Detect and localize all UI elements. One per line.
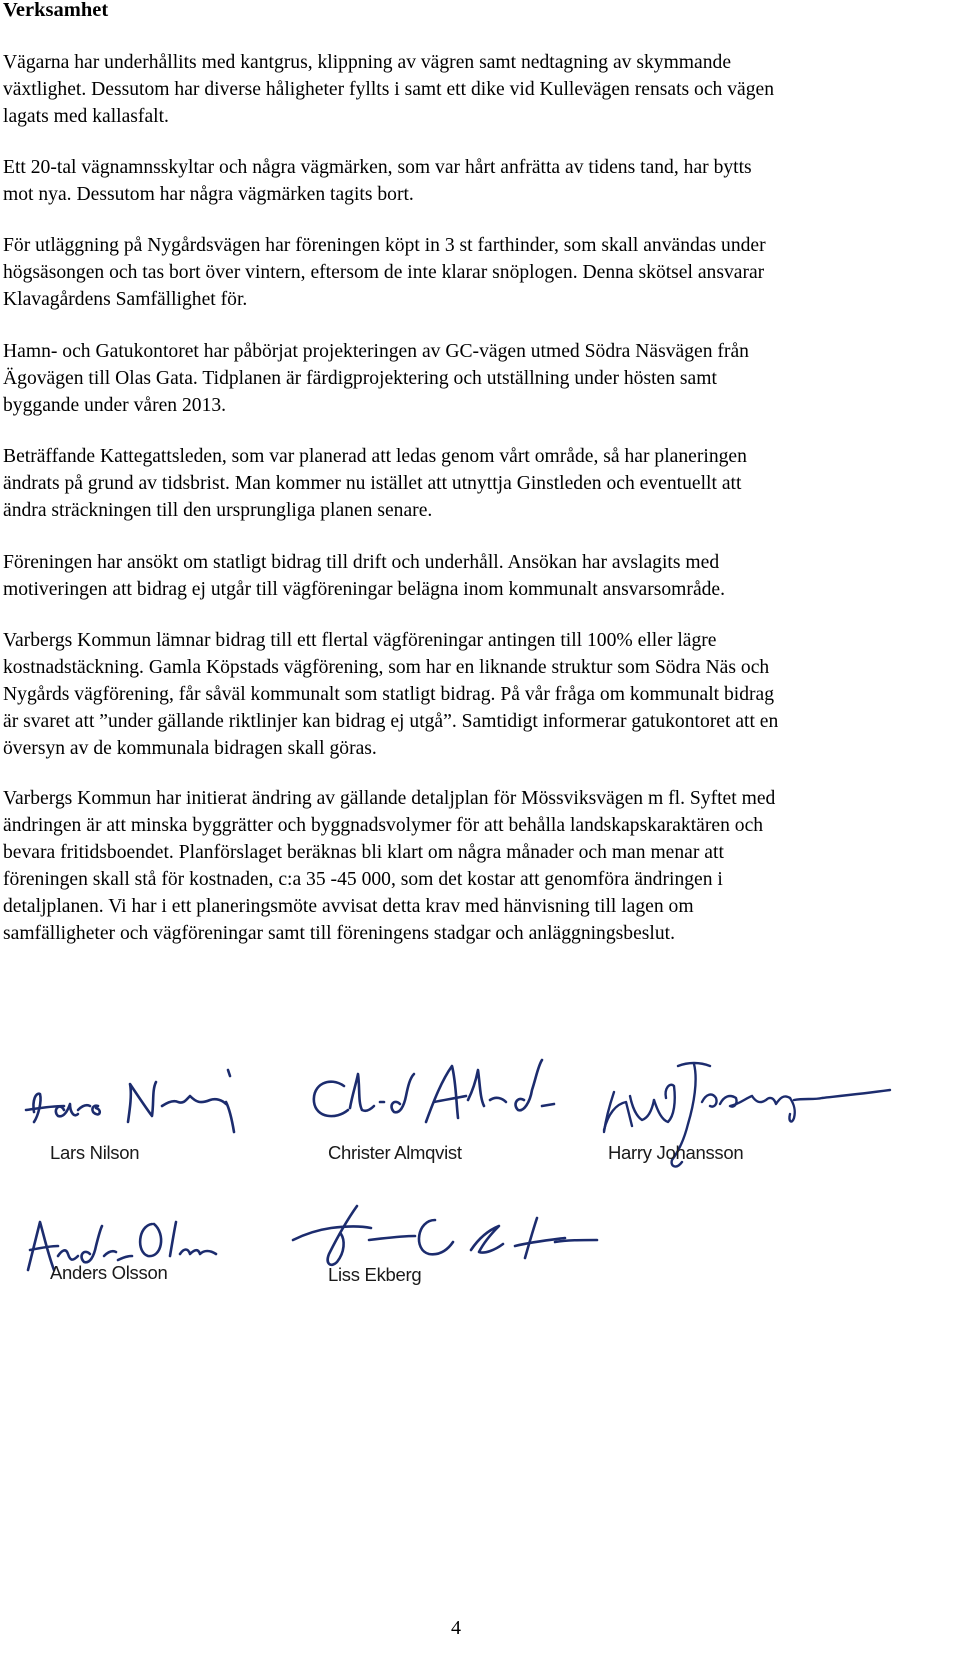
text-line: växtlighet. Dessutom har diverse håligheter fyllts i samt ett dike vid Kullevägen rensats och vägen — [3, 79, 775, 100]
text-line: är svaret att ”under gällande riktlinjer kan bidrag ej utgå”. Samtidigt informerar gatukontoret att en — [3, 711, 779, 732]
text-line: högsäsongen och tas bort över vintern, eftersom de inte klarar snöplogen. Denna skötsel ansvarar — [3, 262, 765, 283]
text-line: samfälligheter och vägföreningar samt till föreningens stadgar och anläggningsbeslut. — [3, 923, 675, 944]
text-line: ändrats på grund av tidsbrist. Man kommer nu istället att utnyttja Ginstleden och eventuellt att — [3, 473, 742, 494]
text-line: kostnadstäckning. Gamla Köpstads vägförening, som har en liknande struktur som Södra Näs och — [3, 657, 770, 678]
handwritten-signature — [20, 1040, 260, 1140]
paragraph — [3, 549, 958, 603]
text-line: mot nya. Dessutom har några vägmärken tagits bort. — [3, 184, 414, 205]
text-line: Ägovägen till Olas Gata. Tidplanen är färdigprojektering och utställning under hösten samt — [3, 368, 717, 389]
signature-block — [590, 1040, 910, 1180]
signer-name: Anders Olsson — [50, 1262, 168, 1283]
text-line: Föreningen har ansökt om statligt bidrag till drift och underhåll. Ansökan har avslagits med — [3, 552, 720, 573]
paragraph — [3, 338, 958, 419]
paragraph — [3, 154, 958, 208]
text-line: Hamn- och Gatukontoret har påbörjat projekteringen av GC-vägen utmed Södra Näsvägen från — [3, 341, 749, 362]
text-line: detaljplanen. Vi har i ett planeringsmöte avvisat detta krav med hänvisning till lagen om — [3, 896, 694, 917]
paragraph — [3, 627, 958, 762]
signature-block — [300, 1040, 620, 1180]
signature-block — [285, 1190, 605, 1330]
text-line: Beträffande Kattegattsleden, som var planerad att ledas genom vårt område, så har planeringen — [3, 446, 747, 467]
paragraph — [3, 232, 958, 313]
text-line: lagats med kallasfalt. — [3, 106, 169, 127]
text-line: Vägarna har underhållits med kantgrus, klippning av vägren samt nedtagning av skymmande — [3, 52, 732, 73]
text-line: motiveringen att bidrag ej utgår till vägföreningar belägna inom kommunalt ansvarsområde. — [3, 579, 726, 600]
signature-block — [20, 1040, 340, 1180]
text-line: För utläggning på Nygårdsvägen har föreningen köpt in 3 st farthinder, som skall användas under — [3, 235, 766, 256]
text-line: Klavagårdens Samfällighet för. — [3, 289, 248, 310]
text-line: översyn av de kommunala bidragen skall göras. — [3, 738, 377, 759]
text-line: ändringen är att minska byggrätter och byggnadsvolymer för att behålla landskapskaraktären och — [3, 815, 764, 836]
text-line: föreningen skall stå för kostnaden, c:a 35 -45 000, som det kostar att genomföra ändringen i — [3, 869, 723, 890]
text-line: Nygårds vägförening, får såväl kommunalt som statligt bidrag. På vår fråga om kommunalt bidrag — [3, 684, 775, 705]
handwritten-signature — [300, 1040, 580, 1140]
signer-name: Harry Johansson — [608, 1142, 744, 1163]
page-number: 4 — [451, 1617, 461, 1639]
text-line: Varbergs Kommun lämnar bidrag till ett flertal vägföreningar antingen till 100% eller lägre — [3, 630, 717, 651]
text-line: bevara fritidsboendet. Planförslaget beräknas bli klart om några månader och man menar att — [3, 842, 724, 863]
paragraph — [3, 443, 958, 524]
paragraph — [3, 785, 958, 947]
text-line: ändra sträckningen till den ursprungliga planen senare. — [3, 500, 433, 521]
signer-name: Lars Nilson — [50, 1142, 140, 1163]
text-line: Varbergs Kommun har initierat ändring av gällande detaljplan för Mössviksvägen m fl. Syftet med — [3, 788, 776, 809]
paragraph — [3, 49, 958, 130]
signer-name: Christer Almqvist — [328, 1142, 462, 1163]
text-line: Ett 20-tal vägnamnsskyltar och några vägmärken, som var hårt anfrätta av tidens tand, har bytts — [3, 157, 752, 178]
text-line: byggande under våren 2013. — [3, 395, 227, 416]
signer-name: Liss Ekberg — [328, 1264, 422, 1285]
section-heading: Verksamhet — [3, 0, 109, 21]
